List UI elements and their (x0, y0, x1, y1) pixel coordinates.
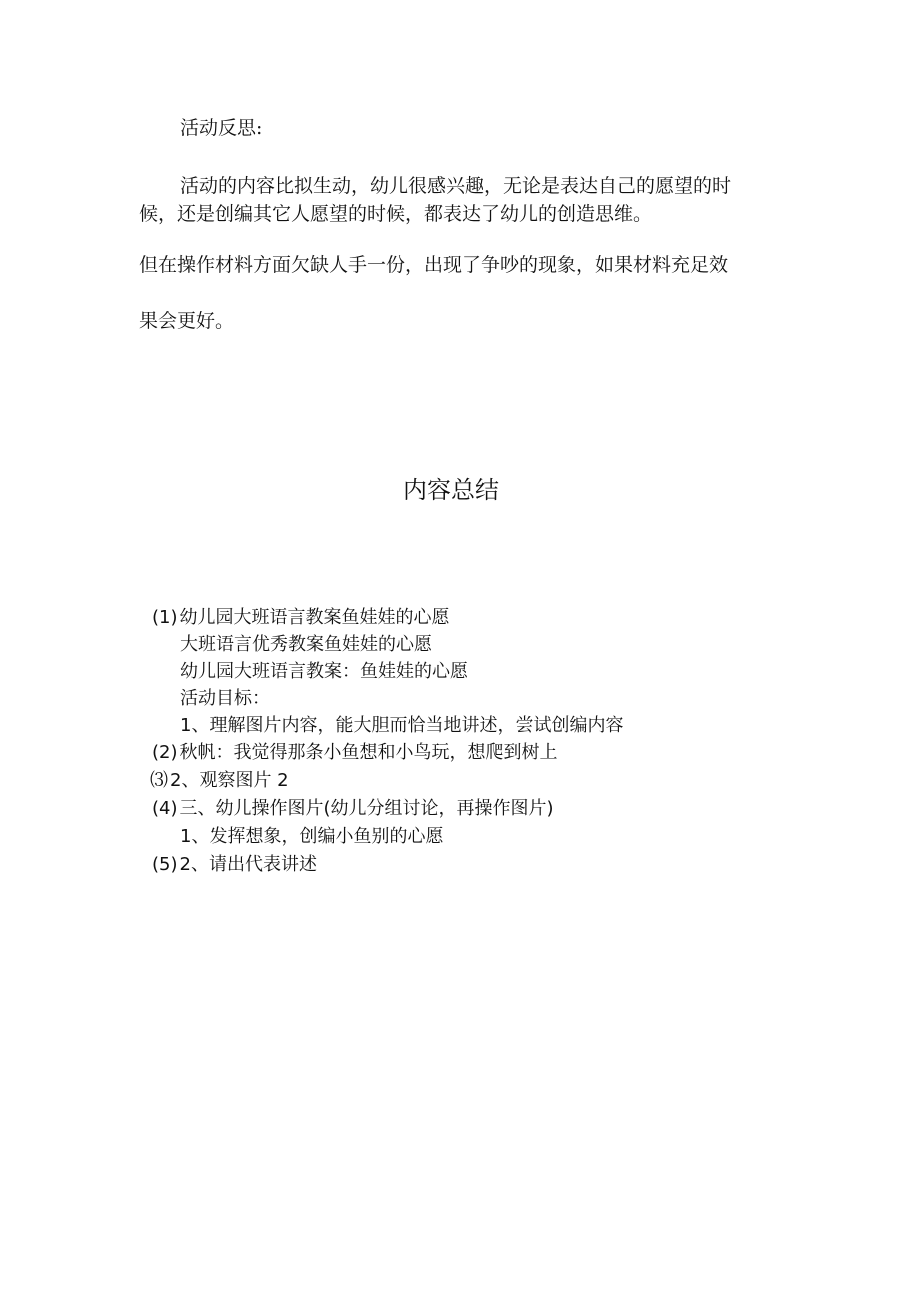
summary-item-marker: ⑶ (150, 770, 168, 791)
reflection-paragraph-2-line-2: 果会更好。 (139, 310, 235, 332)
summary-item-marker: (2) (152, 742, 178, 763)
reflection-paragraph-2-line-1: 但在操作材料方面欠缺人手一份，出现了争吵的现象，如果材料充足效 (139, 254, 729, 276)
summary-item (152, 741, 558, 765)
summary-item (180, 633, 432, 657)
summary-item-marker: (4) (152, 798, 178, 819)
summary-item-text: 2、观察图片 2 (170, 770, 289, 791)
summary-item (180, 714, 623, 738)
summary-item-text: 幼儿园大班语言教案鱼娃娃的心愿 (179, 607, 450, 628)
summary-item-text: 秋帆：我觉得那条小鱼想和小鸟玩，想爬到树上 (179, 742, 558, 763)
summary-item-marker: (1) (152, 607, 178, 628)
summary-item-text: 活动目标： (180, 688, 270, 709)
summary-item (180, 660, 468, 684)
summary-item (180, 687, 270, 711)
summary-item (180, 825, 443, 849)
summary-item-text: 2、请出代表讲述 (179, 854, 317, 875)
reflection-paragraph-1-line-1: 活动的内容比拟生动，幼儿很感兴趣，无论是表达自己的愿望的时 (180, 175, 732, 197)
summary-item-text: 三、幼儿操作图片(幼儿分组讨论，再操作图片) (179, 798, 554, 819)
summary-item (150, 769, 289, 793)
summary-item-text: 1、发挥想象，创编小鱼别的心愿 (180, 826, 444, 847)
summary-item-text: 幼儿园大班语言教案：鱼娃娃的心愿 (180, 661, 468, 682)
summary-item (152, 797, 554, 821)
summary-item-marker: (5) (152, 854, 178, 875)
summary-item (152, 853, 317, 877)
summary-item-text: 大班语言优秀教案鱼娃娃的心愿 (180, 634, 432, 655)
reflection-paragraph-1-line-2: 候，还是创编其它人愿望的时候，都表达了幼儿的创造思维。 (139, 203, 653, 225)
summary-title: 内容总结 (403, 476, 499, 504)
reflection-heading: 活动反思: (180, 117, 263, 139)
summary-item (152, 606, 450, 630)
summary-item-text: 1、理解图片内容，能大胆而恰当地讲述，尝试创编内容 (180, 715, 624, 736)
